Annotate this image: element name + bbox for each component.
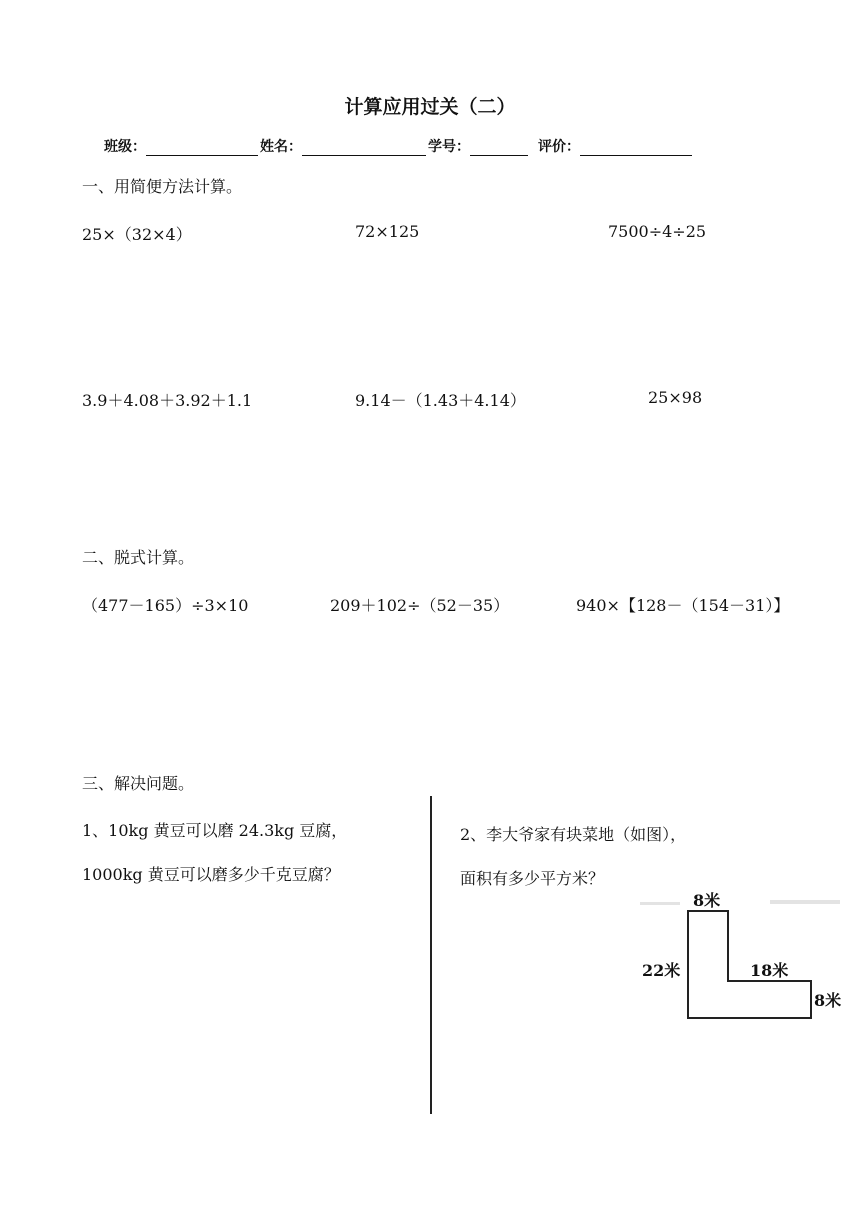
student-id-label: 学号： xyxy=(428,139,470,155)
problem2-line2: 面积有多少平方米？ xyxy=(460,869,605,888)
label-left-height: 22米 xyxy=(642,961,681,980)
calc-item-3: 7500÷4÷25 xyxy=(608,222,707,241)
evaluation-blank[interactable] xyxy=(580,141,692,156)
problem1-line1: 1、10kg 黄豆可以磨 24.3kg 豆腐， xyxy=(82,821,348,840)
l-shape-figure xyxy=(630,886,850,1026)
student-info-row xyxy=(104,136,694,156)
problem1-line2: 1000kg 黄豆可以磨多少千克豆腐？ xyxy=(82,865,340,884)
name-label: 姓名： xyxy=(260,139,302,155)
label-inner-length: 18米 xyxy=(750,961,789,980)
section2-heading: 二、脱式计算。 xyxy=(82,548,195,567)
problem2-line1: 2、李大爷家有块菜地（如图）， xyxy=(460,825,687,844)
step-calc-item-2: 209＋102÷（52－35） xyxy=(330,596,510,615)
calc-item-5: 9.14－（1.43＋4.14） xyxy=(355,391,526,410)
evaluation-label: 评价： xyxy=(538,139,580,155)
step-calc-item-1: （477－165）÷3×10 xyxy=(82,596,249,615)
label-right-height: 8米 xyxy=(814,991,842,1010)
calc-item-2: 72×125 xyxy=(355,222,420,241)
scan-artifact xyxy=(640,900,840,905)
page-title: 计算应用过关（二） xyxy=(344,96,516,118)
name-blank[interactable] xyxy=(302,141,426,156)
calc-item-1: 25×（32×4） xyxy=(82,225,192,244)
class-label: 班级： xyxy=(104,139,146,155)
calc-item-6: 25×98 xyxy=(648,388,703,407)
calc-item-4: 3.9＋4.08＋3.92＋1.1 xyxy=(82,391,253,410)
section1-heading: 一、用简便方法计算。 xyxy=(82,177,243,196)
step-calc-item-3: 940×【128－（154－31）】 xyxy=(576,596,790,615)
section3-heading: 三、解决问题。 xyxy=(82,774,195,793)
student-id-blank[interactable] xyxy=(470,141,528,156)
label-top-width: 8米 xyxy=(693,891,721,910)
column-divider xyxy=(430,796,432,1114)
class-blank[interactable] xyxy=(146,141,258,156)
